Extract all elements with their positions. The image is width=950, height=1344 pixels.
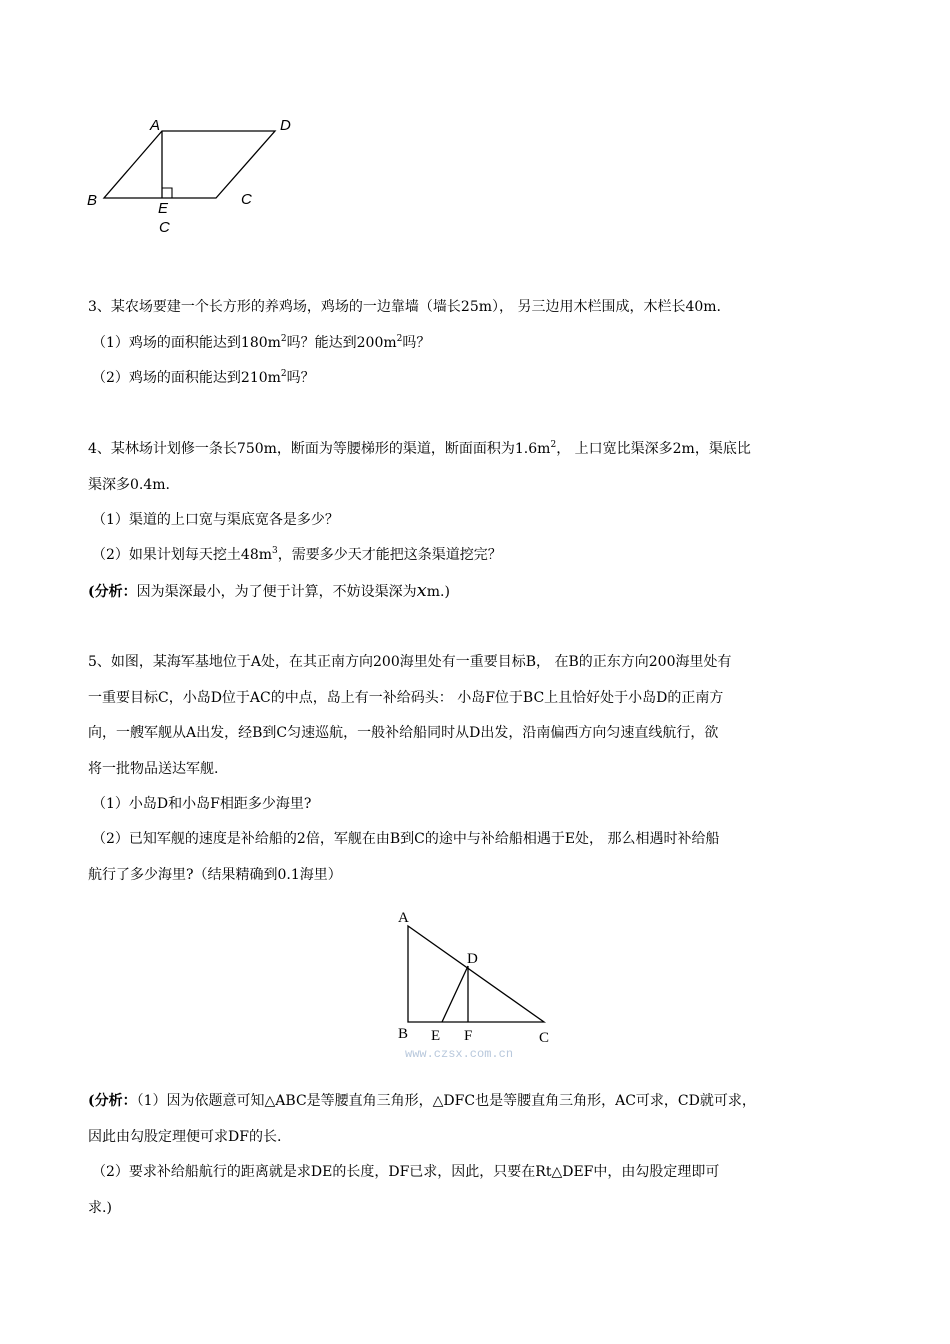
q4-stem-a: 4、某林场计划修一条长750m，断面为等腰梯形的渠道，断面面积为1.6m: [88, 441, 551, 457]
q3-part2: [92, 368, 315, 388]
q5-part1: （1）小岛D和小岛F相距多少海里?: [92, 796, 312, 812]
q4-stem-line1: [88, 439, 751, 459]
q4-p2-a: （2）如果计划每天挖土48m: [92, 547, 272, 563]
label-e: E: [158, 200, 169, 217]
label-d: D: [467, 951, 478, 967]
label-c: C: [539, 1030, 550, 1046]
q5-line2: 一重要目标C，小岛D位于AC的中点，岛上有一补给码头： 小岛F位于BC上且恰好处于小岛D的正南方: [88, 690, 724, 706]
parallelogram-figure: [80, 112, 310, 242]
q4-analysis-b: m.): [426, 584, 450, 600]
q4-analysis-var: x: [416, 580, 427, 601]
q3-p2-a: （2）鸡场的面积能达到210m: [92, 370, 281, 386]
label-c-right: C: [241, 191, 252, 208]
q3-p2-b: 吗？: [286, 370, 315, 386]
right-angle-mark: [162, 188, 172, 198]
q4-stem-line2: 渠深多0.4m.: [88, 477, 170, 493]
q5-line1: 5、如图，某海军基地位于A处，在其正南方向200海里处有一重要目标B， 在B的正东方向200海里处有: [88, 654, 732, 670]
q3-stem: 3、某农场要建一个长方形的养鸡场，鸡场的一边靠墙（墙长25m）， 另三边用木栏围成，木栏长40m.: [88, 299, 721, 315]
analysis5-text1: （1）因为依题意可知△ABC是等腰直角三角形，△DFC也是等腰直角三角形，AC可求，CD就可求，: [136, 1093, 756, 1109]
q5-part2-line1: （2）已知军舰的速度是补给船的2倍，军舰在由B到C的途中与补给船相遇于E处， 那么相遇时补给船: [92, 831, 720, 847]
analysis5-label: (分析：: [88, 1093, 137, 1109]
q4-part1: （1）渠道的上口宽与渠底宽各是多少？: [92, 512, 339, 528]
q3-p1-sup1: 2: [280, 334, 287, 344]
q3-part1: [92, 333, 430, 353]
q4-analysis: [88, 581, 450, 602]
q5-part2-line2: 航行了多少海里?（结果精确到0.1海里）: [88, 867, 342, 883]
q4-part2: [92, 545, 502, 565]
label-c-below: C: [159, 219, 170, 236]
q4-p2-sup: 3: [272, 546, 278, 556]
q3-p2-sup: 2: [280, 369, 287, 379]
triangle-figure: [390, 905, 570, 1065]
parallelogram-outline: [104, 131, 275, 198]
label-b: B: [87, 192, 98, 209]
segment-de: [442, 966, 468, 1022]
q4-stem-sup: 2: [550, 440, 557, 450]
q4-stem-b: ， 上口宽比渠深多2m，渠底比: [556, 441, 751, 457]
q3-p1-a: （1）鸡场的面积能达到180m: [92, 335, 281, 351]
label-a: A: [398, 910, 409, 926]
q5-line4: 将一批物品送达军舰.: [88, 761, 219, 777]
analysis5-line3: （2）要求补给船航行的距离就是求DE的长度，DF已求，因此，只要在Rt△DEF中，由勾股定理即可: [92, 1164, 720, 1180]
label-e: E: [431, 1028, 441, 1044]
q4-p2-b: ，需要多少天才能把这条渠道挖完？: [277, 547, 502, 563]
analysis5-line1: [88, 1091, 756, 1111]
q4-analysis-label: (分析：: [88, 584, 137, 600]
label-f: F: [464, 1028, 473, 1044]
triangle-abc: [408, 926, 544, 1022]
q3-p1-sup2: 2: [396, 334, 403, 344]
label-b: B: [398, 1026, 409, 1042]
q5-line3: 向，一艘军舰从A出发，经B到C匀速巡航，一般补给船同时从D出发，沿南偏西方向匀速直线航行，欲: [88, 725, 719, 741]
label-a: A: [150, 117, 161, 134]
analysis5-line2: 因此由勾股定理便可求DF的长.: [88, 1129, 282, 1145]
q3-p1-c: 吗？: [402, 335, 431, 351]
q3-p1-b: 吗？能达到200m: [286, 335, 397, 351]
label-d: D: [280, 117, 291, 134]
q4-analysis-a: 因为渠深最小，为了便于计算，不妨设渠深为: [136, 584, 417, 600]
analysis5-line4: 求.): [88, 1200, 112, 1216]
watermark: www.czsx.com.cn: [405, 1047, 514, 1061]
